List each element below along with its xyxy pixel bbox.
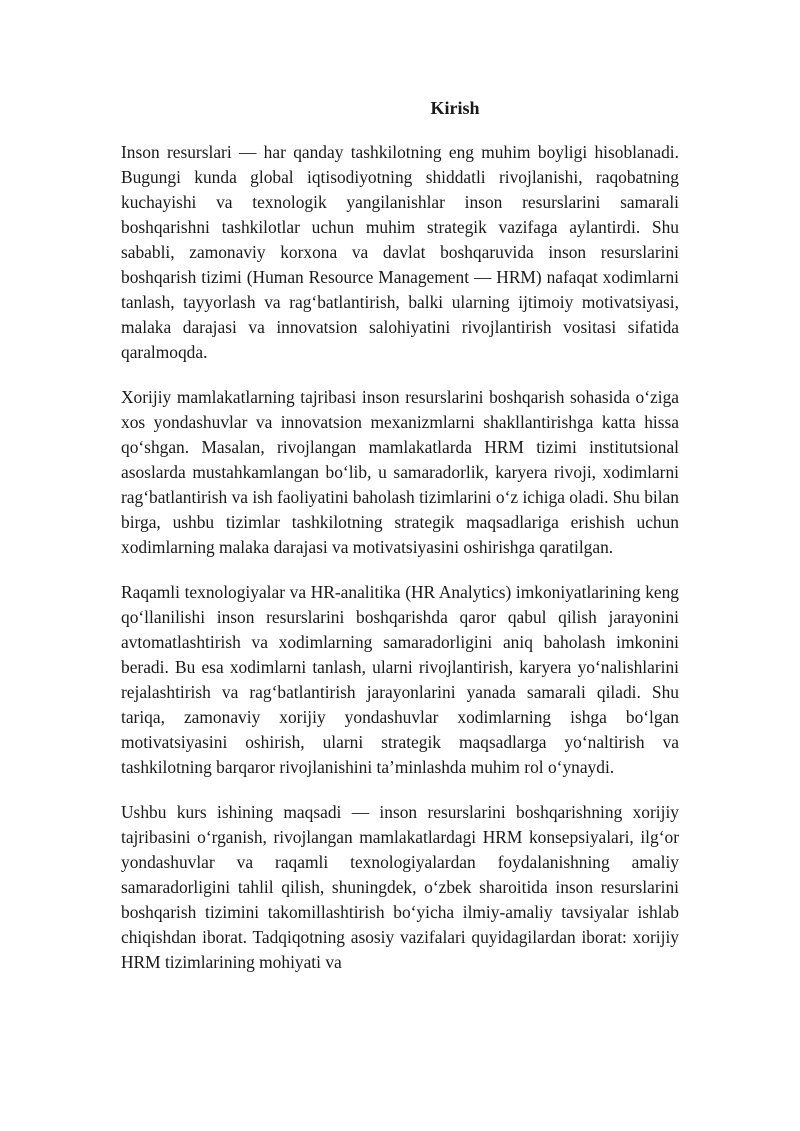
page-title: Kirish [430, 98, 480, 118]
document-body [121, 96, 679, 975]
paragraph-intro: Inson resurslari — har qanday tashkilotning eng muhim boyligi hisoblanadi. Bugungi kunda global iqtisodiyotning shiddatli rivojlanishi, raqobatning kuchayishi va texnologik yangilanishlar inson resurslarini samarali boshqarishni tashkilotlar uchun muhim strategik vazifaga aylantirdi. Shu sababli, zamonaviy korxona va davlat boshqaruvida inson resurslarini boshqarish tizimi (Human Resource Management — HRM) nafaqat xodimlarni tanlash, tayyorlash va rag‘batlantirish, balki ularning ijtimoiy motivatsiyasi, malaka darajasi va innovatsion salohiyatini rivojlantirish vositasi sifatida qaralmoqda. [121, 142, 679, 362]
paragraph-research-goal: Ushbu kurs ishining maqsadi — inson resurslarini boshqarishning xorijiy tajribasini o‘rganish, rivojlangan mamlakatlardagi HRM konsepsiyalari, ilg‘or yondashuvlar va raqamli texnologiyalardan foydalanishning amaliy samaradorligini tahlil qilish, shuningdek, o‘zbek sharoitida inson resurslarini boshqarish tizimini takomillashtirish bo‘yicha ilmiy-amaliy tavsiyalar ishlab chiqishdan iborat. Tadqiqotning asosiy vazifalari quyidagilardan iborat: xorijiy HRM tizimlarining mohiyati va [121, 802, 679, 972]
paragraph-foreign-experience: Xorijiy mamlakatlarning tajribasi inson resurslarini boshqarish sohasida o‘ziga xos yondashuvlar va innovatsion mexanizmlarni shakllantirishga katta hissa qo‘shgan. Masalan, rivojlangan mamlakatlarda HRM tizimi institutsional asoslarda mustahkamlangan bo‘lib, u samaradorlik, karyera rivoji, xodimlarni rag‘batlantirish va ish faoliyatini baholash tizimlarini o‘z ichiga oladi. Shu bilan birga, ushbu tizimlar tashkilotning strategik maqsadlariga erishish uchun xodimlarning malaka darajasi va motivatsiyasini oshirishga qaratilgan. [121, 387, 679, 557]
paragraph-digital-technologies: Raqamli texnologiyalar va HR-analitika (HR Analytics) imkoniyatlarining keng qo‘llanilishi inson resurslarini boshqarishda qaror qabul qilish jarayonini avtomatlashtirish va xodimlarning samaradorligini aniq baholash imkonini beradi. Bu esa xodimlarni tanlash, ularni rivojlantirish, karyera yo‘nalishlarini rejalashtirish va rag‘batlantirish jarayonlarini yanada samarali qiladi. Shu tariqa, zamonaviy xorijiy yondashuvlar xodimlarning ishga bo‘lgan motivatsiyasini oshirish, ularni strategik maqsadlarga yo‘naltirish va tashkilotning barqaror rivojlanishini ta’minlashda muhim rol o‘ynaydi. [121, 582, 679, 777]
